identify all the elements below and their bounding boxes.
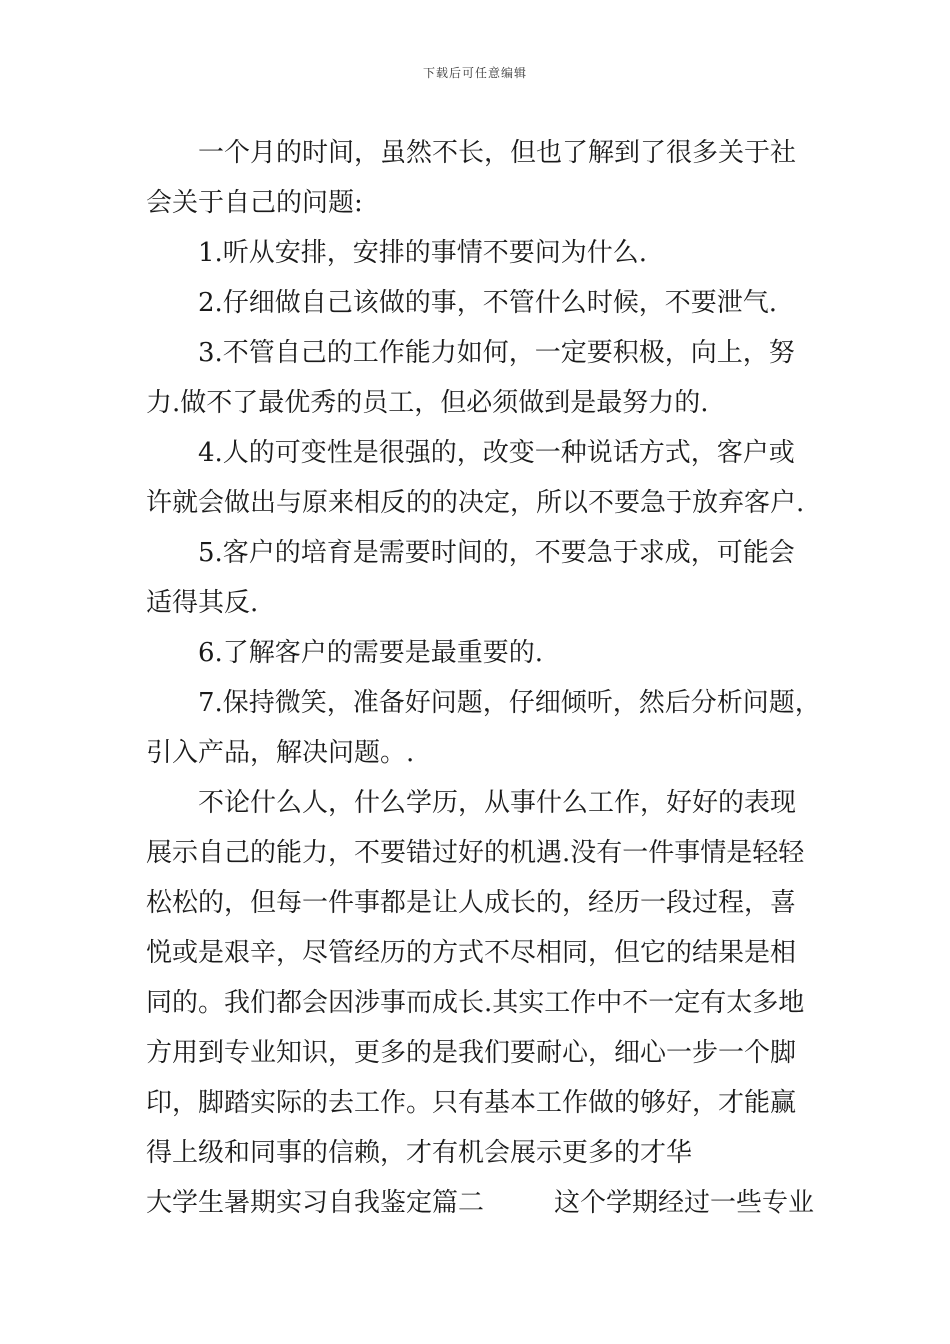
- paragraph-line: 展示自己的能力，不要错过好的机遇.没有一件事情是轻轻: [146, 838, 805, 868]
- list-item-5: 5.客户的培育是需要时间的，不要急于求成，可能会: [198, 538, 795, 568]
- section-heading-line: [146, 1178, 816, 1228]
- paragraph-line: 一个月的时间，虽然不长，但也了解到了很多关于社: [198, 138, 797, 168]
- list-item-1: 1.听从安排，安排的事情不要问为什么.: [198, 238, 648, 268]
- list-item-7: 7.保持微笑，准备好问题，仔细倾听，然后分析问题，: [198, 688, 821, 718]
- paragraph-line: 悦或是艰辛，尽管经历的方式不尽相同，但它的结果是相: [146, 938, 797, 968]
- paragraph-start: 这个学期经过一些专业: [554, 1188, 815, 1218]
- list-item-4: 4.人的可变性是很强的，改变一种说话方式，客户或: [198, 438, 795, 468]
- paragraph-line: 不论什么人，什么学历，从事什么工作，好好的表现: [198, 788, 797, 818]
- paragraph-line: 适得其反.: [146, 588, 259, 618]
- page-header: 下载后可任意编辑: [422, 66, 527, 80]
- paragraph-line: 会关于自己的问题:: [146, 188, 363, 218]
- paragraph-line: 方用到专业知识，更多的是我们要耐心，细心一步一个脚: [146, 1038, 797, 1068]
- paragraph-line: 印，脚踏实际的去工作。只有基本工作做的够好，才能赢: [146, 1088, 797, 1118]
- paragraph-line: 松松的，但每一件事都是让人成长的，经历一段过程，喜: [146, 888, 797, 918]
- paragraph-line: 力.做不了最优秀的员工，但必须做到是最努力的.: [146, 388, 709, 418]
- list-item-6: 6.了解客户的需要是最重要的.: [198, 638, 544, 668]
- document-body: [146, 128, 821, 1228]
- section-heading: 大学生暑期实习自我鉴定篇二: [146, 1188, 485, 1218]
- paragraph-line: 许就会做出与原来相反的的决定，所以不要急于放弃客户.: [146, 488, 805, 518]
- paragraph-line: 同的。我们都会因涉事而成长.其实工作中不一定有太多地: [146, 988, 805, 1018]
- paragraph-line: 引入产品，解决问题。.: [146, 738, 415, 768]
- paragraph-line: 得上级和同事的信赖，才有机会展示更多的才华: [146, 1138, 693, 1168]
- list-item-2: 2.仔细做自己该做的事，不管什么时候，不要泄气.: [198, 288, 778, 318]
- list-item-3: 3.不管自己的工作能力如何，一定要积极，向上，努: [198, 338, 795, 368]
